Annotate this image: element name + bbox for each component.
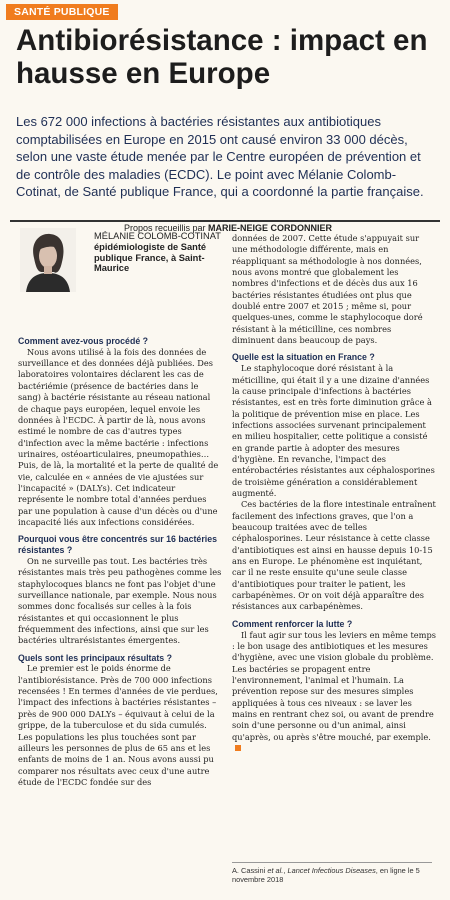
answer-3-part2: données de 2007. Cette étude s'appuyait sur une méthodologie différente, mais en réappliquant sa méthodologie à nos données, nous avons montré que globalement les nombres d'infections et de décès dus aux 16 bactéries résistantes étudiées ont plus que doublé entre 2007 et 2015 ; même si, pour quelques-unes, comme le staphylocoque doré résistant à la méticilline, ces nombres diminuent dans beaucoup de pays. <box>232 233 423 346</box>
section-rubric: SANTÉ PUBLIQUE <box>6 4 118 20</box>
interviewee-role: épidémiologiste de Santé publique France, à Saint-Maurice <box>94 241 207 274</box>
reference <box>232 866 440 884</box>
answer-5 <box>232 630 436 755</box>
interviewee-portrait <box>20 228 76 292</box>
interviewee-name: MÉLANIE COLOMB-COTINAT <box>94 231 221 241</box>
lede: Les 672 000 infections à bactéries résistantes aux antibiotiques comptabilisées en Europe en 2015 ont causé environ 33 000 décès, selon une vaste étude menée par le Centre européen de prévention et de contrôle des maladies (ECDC). Le point avec Mélanie Colomb-Cotinat, de Santé publique France, qui a coordonné la partie française. <box>16 114 424 200</box>
reference-authors: A. Cassini <box>232 866 268 875</box>
answer-3-part1: Le premier est le poids énorme de l'antibiorésistance. Près de 700 000 infections recensées ! En termes d'années de vie perdues, l'impact des infections à bactéries résistantes – près de 900 000 DALYs – équivaut à celui de la grippe, de la tuberculose et du sida cumulés. Les populations les plus touchées sont par ailleurs les personnes de plus de 65 ans et les enfants de moins de 1 an. Nous avons aussi pu comparer nos résultats avec ceux d'une autre étude de l'ECDC fondée sur des <box>18 663 218 787</box>
interviewee-info <box>94 231 226 274</box>
byline-prefix: Propos recueillis par <box>123 223 209 233</box>
byline-author: MARIE-NEIGE CORDONNIER <box>208 223 333 233</box>
question-1: Comment avez-vous procédé ? <box>18 336 149 346</box>
reference-journal: Lancet Infectious Diseases <box>287 866 376 875</box>
article-column-left <box>18 336 222 788</box>
question-2: Pourquoi vous être concentrés sur 16 bactéries résistantes ? <box>18 534 217 556</box>
question-3: Quels sont les principaux résultats ? <box>18 652 172 663</box>
reference-etal: et al. <box>267 866 284 875</box>
answer-4a: Le staphylocoque doré résistant à la méticilline, qui était il y a une dizaine d'années la cause principale d'infections à bactéries résistantes, est en très forte diminution grâce à la politique de prévention mise en place. Les infections associées survenant principalement en milieu hospitalier, cette politique a consisté en grande partie à adopter des mesures d'hygiène. En revanche, l'impact des entérobactéries résistantes aux céphalosporines de troisième génération a considérablement augmenté. <box>232 363 435 499</box>
answer-5-text: Il faut agir sur tous les leviers en même temps : le bon usage des antibiotiques et les mesures d'hygiène, avec une vision globale du problème. Les bactéries se propagent entre l'environnement, l'animal et l'humain. La prévention repose sur des mesures simples appliquées à tous ces niveaux : se laver les mains en rentrant chez soi, ou avant de prendre soin d'une personne ou d'un animal, ainsi qu'après, ou après s'être mouché, par exemple. <box>232 629 436 742</box>
headline: Antibiorésistance : impact en hausse en Europe <box>16 24 428 90</box>
answer-2: On ne surveille pas tout. Les bactéries très résistantes mais très peu pathogènes comme les staphylocoques blancs ne font pas l'objet d'une surveillance nationale, par exemple. Nous nous sommes donc focalisés sur celles à la fois résistantes et qui occasionnent le plus fréquemment des infections, ainsi que sur les bactéries ultrarésistantes émergentes. <box>18 555 222 646</box>
answer-1: Nous avons utilisé à la fois des données de surveillance et des données déjà publiées. Des laboratoires volontaires déclarent les cas de bactériémie (présence de bactéries dans le sang) à bactérie résistante au réseau national de chaque pays européen, lequel envoie les données à l'ECDC. À partir de là, nous avons estimé le nombre de cas d'autres types d'infection avec la même bactérie : infections urinaires, ostéoarticulaires, pneumopathies… Puis, de là, la mortalité et la perte de qualité de vie, calculée en « années de vie ajustées sur l'incapacité » (DALYs). Cet indicateur représente le nombre total d'années perdues par une population à cause d'un décès ou d'une incapacité liés aux infections considérées. <box>18 346 219 527</box>
answer-4b: Ces bactéries de la flore intestinale entraînent facilement des infections graves, que l'on a beaucoup traitées avec de telles céphalosporines. Leur résistance à cette classe d'antibiotiques est ainsi en hausse depuis 10-15 ans en Europe. Le phénomène est inquiétant, car il ne reste ensuite qu'une seule classe d'antibiotiques pour traiter le patient, les carbapénèmes. Or on voit déjà apparaître des résistances aux carbapénèmes. <box>232 499 436 612</box>
article-column-right <box>232 233 436 754</box>
question-5: Comment renforcer la lutte ? <box>232 618 353 629</box>
end-mark-icon <box>235 745 241 751</box>
reference-date: , en ligne le 5 novembre 2018 <box>232 866 420 884</box>
reference-sep: , <box>283 866 288 875</box>
byline-divider <box>10 220 440 222</box>
reference-divider <box>232 862 432 863</box>
question-4: Quelle est la situation en France ? <box>232 352 375 363</box>
